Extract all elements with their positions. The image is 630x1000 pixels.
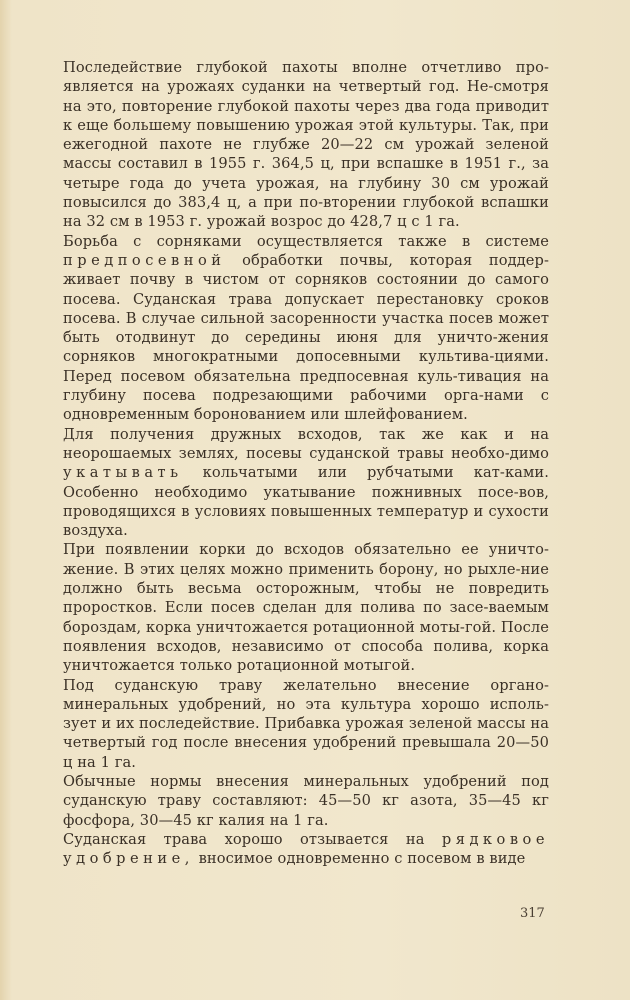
- paragraph-norms: [63, 772, 549, 830]
- paragraph-text: Борьба с сорняками осуществляется также в системе: [63, 232, 549, 250]
- paragraph-text: кольчатыми или рубчатыми кат-ками. Особенно необходимо укатывание пожнивных посе-вов, проводящихся в условиях повышенных температур и сухости воздуха.: [63, 464, 549, 540]
- paragraph-weed-control: [63, 232, 549, 425]
- body-text: [63, 58, 549, 868]
- paragraph-text: вносимое одновременно с посевом в виде: [198, 850, 526, 868]
- paragraph-deep-ploughing: [63, 58, 549, 232]
- paragraph-seedlings: [63, 425, 549, 541]
- paragraph-text: При появлении корки до всходов обязательно ее уничто-жение. В этих целях можно применить борону, но рыхле-ние должно быть весьма осторожным, чтобы не повредить проростков. Если посев сделан для полива по засе-ваемым бороздам, корка уничтожается ротационной моты-гой. После появления всходов, независимо от способа полива, корка уничтожается только ротационной мотыгой.: [63, 541, 549, 675]
- paragraph-text: Обычные нормы внесения минеральных удобрений под суданскую траву составляют: 45—50 кг азота, 35—45 кг фосфора, 30—45 кг калия на 1 га.: [63, 772, 549, 829]
- paragraph-text: Суданская трава хорошо отзывается на: [63, 830, 425, 848]
- paragraph-text: Для получения дружных всходов, так же как и на неорошаемых землях, посевы суданской травы необхо-димо: [63, 425, 549, 462]
- paragraph-text: Последействие глубокой пахоты вполне отчетливо про-является на урожаях суданки на четвертый год. Не-смотря на это, повторение глубокой пахоты через два года приводит к еще большему повышению урожая этой культуры. Так, при ежегодной пахоте не глубже 20—22 см урожай зеленой массы составил в 1955 г. 364,5 ц, при вспашке в 1951 г., за четыре года до учета урожая, на глубину 30 см урожай повысился до 383,4 ц, а при по-вторении глубокой вспашки на 32 см в 1953 г. урожай возрос до 428,7 ц с 1 га.: [63, 59, 549, 231]
- emphasized-term: укатывать: [63, 464, 183, 482]
- emphasized-term: предпосевной: [63, 251, 226, 269]
- paragraph-text: обработки почвы, которая поддер-живает почву в чистом от сорняков состоянии до самого посева. Суданская трава допускает перестановку сроков посева. В случае сильной засоренности участка посев может быть отодвинут до середины июня для уничто-жения сорняков многократными допосевными культива-циями. Перед посевом обязательна предпосевная куль-тивация на глубину посева подрезающими рабочими орга-нами с одновременным боронованием или шлейфованием.: [63, 251, 549, 424]
- emphasized-term: удобрение,: [63, 850, 194, 868]
- paragraph-row-fertilizer: [63, 830, 549, 869]
- emphasized-term: рядковое: [441, 830, 549, 848]
- page-number: 317: [520, 906, 545, 921]
- paragraph-fertilizer: [63, 676, 549, 772]
- paragraph-text: Под суданскую траву желательно внесение органо-минеральных удобрений, но эта культура хорошо исполь-зует и их последействие. Прибавка урожая зеленой массы на четвертый год после внесения удобрений превышала 20—50 ц на 1 га.: [63, 676, 549, 771]
- paragraph-crust: [63, 540, 549, 675]
